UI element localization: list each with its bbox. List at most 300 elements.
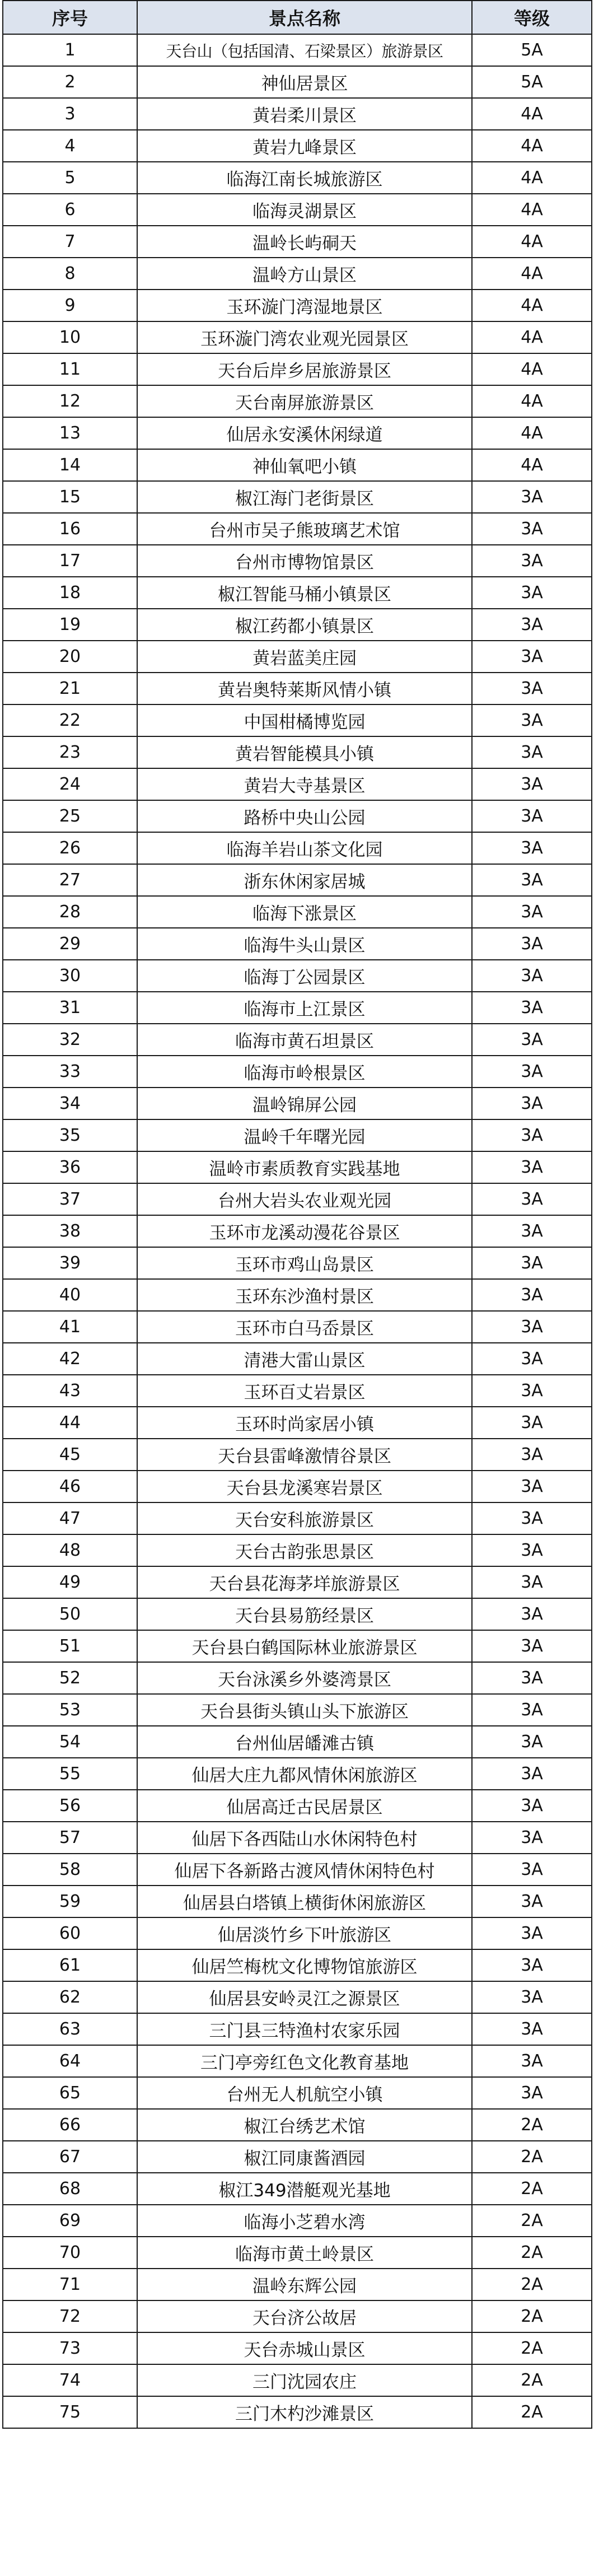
- grade-cell: 2A: [472, 2109, 592, 2141]
- attraction-name-cell: 椒江智能马桶小镇景区: [137, 577, 472, 609]
- row-number-cell: 19: [3, 609, 137, 641]
- grade-cell: 3A: [472, 2013, 592, 2045]
- attraction-name-cell: 仙居下各西陆山水休闲特色村: [137, 1822, 472, 1854]
- grade-cell: 3A: [472, 896, 592, 928]
- row-number-cell: 29: [3, 928, 137, 960]
- grade-cell: 3A: [472, 1694, 592, 1726]
- row-number-cell: 27: [3, 864, 137, 896]
- grade-cell: 3A: [472, 1343, 592, 1375]
- grade-cell: 3A: [472, 577, 592, 609]
- table-row: [3, 1694, 592, 1726]
- table-row: [3, 1279, 592, 1311]
- row-number-cell: 3: [3, 98, 137, 130]
- row-number-cell: 34: [3, 1088, 137, 1119]
- grade-cell: 2A: [472, 2141, 592, 2173]
- row-number-cell: 67: [3, 2141, 137, 2173]
- table-row: [3, 1024, 592, 1056]
- row-number-cell: 48: [3, 1534, 137, 1566]
- table-row: [3, 1726, 592, 1758]
- grade-cell: 3A: [472, 1630, 592, 1662]
- grade-cell: 2A: [472, 2173, 592, 2205]
- attraction-name-cell: 神仙居景区: [137, 66, 472, 98]
- row-number-cell: 10: [3, 321, 137, 353]
- row-number-cell: 36: [3, 1151, 137, 1183]
- attraction-name-cell: 三门亭旁红色文化教育基地: [137, 2045, 472, 2077]
- attractions-table-sheet: [2, 0, 591, 2429]
- grade-cell: 3A: [472, 1534, 592, 1566]
- table-row: [3, 2077, 592, 2109]
- grade-cell: 4A: [472, 321, 592, 353]
- row-number-cell: 43: [3, 1375, 137, 1407]
- table-row: [3, 2269, 592, 2300]
- attraction-name-cell: 仙居高迁古民居景区: [137, 1790, 472, 1822]
- row-number-cell: 68: [3, 2173, 137, 2205]
- row-number-cell: 42: [3, 1343, 137, 1375]
- grade-cell: 3A: [472, 928, 592, 960]
- grade-cell: 4A: [472, 130, 592, 162]
- attraction-name-cell: 临海羊岩山茶文化园: [137, 832, 472, 864]
- table-row: [3, 609, 592, 641]
- grade-cell: 3A: [472, 1119, 592, 1151]
- row-number-cell: 31: [3, 992, 137, 1024]
- grade-cell: 3A: [472, 2045, 592, 2077]
- row-number-cell: 59: [3, 1886, 137, 1917]
- grade-cell: 3A: [472, 800, 592, 832]
- attraction-name-cell: 天台县龙溪寒岩景区: [137, 1471, 472, 1502]
- grade-cell: 3A: [472, 1566, 592, 1598]
- attraction-name-cell: 临海小芝碧水湾: [137, 2205, 472, 2237]
- table-row: [3, 481, 592, 513]
- row-number-cell: 25: [3, 800, 137, 832]
- table-row: [3, 577, 592, 609]
- row-number-cell: 74: [3, 2364, 137, 2396]
- table-row: [3, 768, 592, 800]
- row-number-cell: 75: [3, 2396, 137, 2428]
- row-number-cell: 69: [3, 2205, 137, 2237]
- table-header-row: [3, 1, 592, 34]
- row-number-cell: 14: [3, 449, 137, 481]
- attraction-name-cell: 温岭方山景区: [137, 258, 472, 290]
- attraction-name-cell: 天台南屏旅游景区: [137, 385, 472, 417]
- grade-cell: 3A: [472, 1247, 592, 1279]
- attraction-name-cell: 临海市岭根景区: [137, 1056, 472, 1088]
- table-row: [3, 290, 592, 321]
- row-number-cell: 11: [3, 353, 137, 385]
- table-row: [3, 1854, 592, 1886]
- grade-cell: 3A: [472, 864, 592, 896]
- grade-cell: 3A: [472, 1279, 592, 1311]
- table-row: [3, 2396, 592, 2428]
- grade-cell: 4A: [472, 290, 592, 321]
- grade-cell: 3A: [472, 992, 592, 1024]
- table-row: [3, 736, 592, 768]
- attraction-name-cell: 黄岩九峰景区: [137, 130, 472, 162]
- table-row: [3, 1502, 592, 1534]
- grade-cell: 3A: [472, 1088, 592, 1119]
- grade-cell: 3A: [472, 1024, 592, 1056]
- grade-cell: 3A: [472, 704, 592, 736]
- attraction-name-cell: 玉环市白马岙景区: [137, 1311, 472, 1343]
- row-number-cell: 33: [3, 1056, 137, 1088]
- attraction-name-cell: 玉环时尚家居小镇: [137, 1407, 472, 1439]
- table-row: [3, 1183, 592, 1215]
- table-row: [3, 1439, 592, 1471]
- attraction-name-cell: 仙居大庄九都风情休闲旅游区: [137, 1758, 472, 1790]
- attraction-name-cell: 温岭长屿硐天: [137, 226, 472, 258]
- table-row: [3, 2205, 592, 2237]
- attraction-name-cell: 天台山（包括国清、石梁景区）旅游景区: [137, 34, 472, 66]
- row-number-cell: 45: [3, 1439, 137, 1471]
- row-number-cell: 35: [3, 1119, 137, 1151]
- table-row: [3, 545, 592, 577]
- table-row: [3, 1247, 592, 1279]
- grade-cell: 3A: [472, 609, 592, 641]
- grade-cell: 3A: [472, 1790, 592, 1822]
- row-number-cell: 26: [3, 832, 137, 864]
- row-number-cell: 18: [3, 577, 137, 609]
- attraction-name-cell: 台州市博物馆景区: [137, 545, 472, 577]
- table-row: [3, 1630, 592, 1662]
- table-body: [3, 34, 592, 2428]
- attraction-name-cell: 仙居县白塔镇上横街休闲旅游区: [137, 1886, 472, 1917]
- table-row: [3, 417, 592, 449]
- attraction-name-cell: 玉环市龙溪动漫花谷景区: [137, 1215, 472, 1247]
- grade-cell: 3A: [472, 641, 592, 673]
- attraction-name-cell: 天台县花海茅垟旅游景区: [137, 1566, 472, 1598]
- table-row: [3, 1119, 592, 1151]
- table-row: [3, 864, 592, 896]
- attraction-name-cell: 三门木杓沙滩景区: [137, 2396, 472, 2428]
- row-number-cell: 9: [3, 290, 137, 321]
- row-number-cell: 54: [3, 1726, 137, 1758]
- attraction-name-cell: 台州市吴子熊玻璃艺术馆: [137, 513, 472, 545]
- row-number-cell: 21: [3, 673, 137, 704]
- table-row: [3, 449, 592, 481]
- attraction-name-cell: 清港大雷山景区: [137, 1343, 472, 1375]
- table-row: [3, 226, 592, 258]
- attraction-name-cell: 仙居县安岭灵江之源景区: [137, 1981, 472, 2013]
- row-number-cell: 23: [3, 736, 137, 768]
- attraction-name-cell: 临海市黄石坦景区: [137, 1024, 472, 1056]
- attraction-name-cell: 玉环漩门湾湿地景区: [137, 290, 472, 321]
- grade-cell: 3A: [472, 1886, 592, 1917]
- table-row: [3, 832, 592, 864]
- grade-cell: 3A: [472, 1502, 592, 1534]
- row-number-cell: 62: [3, 1981, 137, 2013]
- grade-cell: 3A: [472, 481, 592, 513]
- row-number-cell: 65: [3, 2077, 137, 2109]
- grade-cell: 3A: [472, 545, 592, 577]
- attraction-name-cell: 玉环东沙渔村景区: [137, 1279, 472, 1311]
- attraction-name-cell: 台州仙居皤滩古镇: [137, 1726, 472, 1758]
- attraction-name-cell: 椒江海门老街景区: [137, 481, 472, 513]
- grade-cell: 5A: [472, 34, 592, 66]
- table-row: [3, 2045, 592, 2077]
- row-number-cell: 6: [3, 194, 137, 226]
- attraction-name-cell: 玉环漩门湾农业观光园景区: [137, 321, 472, 353]
- attraction-name-cell: 温岭市素质教育实践基地: [137, 1151, 472, 1183]
- table-row: [3, 800, 592, 832]
- row-number-cell: 12: [3, 385, 137, 417]
- table-row: [3, 1886, 592, 1917]
- row-number-cell: 37: [3, 1183, 137, 1215]
- attraction-name-cell: 仙居永安溪休闲绿道: [137, 417, 472, 449]
- row-number-cell: 63: [3, 2013, 137, 2045]
- attraction-name-cell: 玉环百丈岩景区: [137, 1375, 472, 1407]
- row-number-cell: 44: [3, 1407, 137, 1439]
- table-row: [3, 2364, 592, 2396]
- attraction-name-cell: 临海江南长城旅游区: [137, 162, 472, 194]
- grade-cell: 2A: [472, 2332, 592, 2364]
- row-number-cell: 60: [3, 1917, 137, 1949]
- grade-cell: 4A: [472, 449, 592, 481]
- table-row: [3, 704, 592, 736]
- table-row: [3, 641, 592, 673]
- table-row: [3, 1790, 592, 1822]
- table-row: [3, 928, 592, 960]
- attraction-name-cell: 三门沈园农庄: [137, 2364, 472, 2396]
- table-row: [3, 2300, 592, 2332]
- row-number-cell: 58: [3, 1854, 137, 1886]
- attraction-name-cell: 温岭东辉公园: [137, 2269, 472, 2300]
- table-row: [3, 2013, 592, 2045]
- row-number-cell: 7: [3, 226, 137, 258]
- table-row: [3, 960, 592, 992]
- grade-cell: 3A: [472, 1215, 592, 1247]
- table-row: [3, 2141, 592, 2173]
- grade-cell: 3A: [472, 1917, 592, 1949]
- attraction-name-cell: 三门县三特渔村农家乐园: [137, 2013, 472, 2045]
- grade-cell: 4A: [472, 194, 592, 226]
- grade-cell: 3A: [472, 1598, 592, 1630]
- table-row: [3, 34, 592, 66]
- attraction-name-cell: 临海牛头山景区: [137, 928, 472, 960]
- table-row: [3, 896, 592, 928]
- attraction-name-cell: 椒江台绣艺术馆: [137, 2109, 472, 2141]
- row-number-cell: 50: [3, 1598, 137, 1630]
- row-number-cell: 5: [3, 162, 137, 194]
- attraction-name-cell: 临海灵湖景区: [137, 194, 472, 226]
- attraction-name-cell: 椒江349潜艇观光基地: [137, 2173, 472, 2205]
- grade-cell: 4A: [472, 98, 592, 130]
- table-row: [3, 1917, 592, 1949]
- table-row: [3, 66, 592, 98]
- attraction-name-cell: 天台后岸乡居旅游景区: [137, 353, 472, 385]
- attraction-name-cell: 神仙氧吧小镇: [137, 449, 472, 481]
- grade-cell: 3A: [472, 832, 592, 864]
- attraction-name-cell: 仙居淡竹乡下叶旅游区: [137, 1917, 472, 1949]
- attraction-name-cell: 临海下涨景区: [137, 896, 472, 928]
- row-number-cell: 41: [3, 1311, 137, 1343]
- grade-cell: 2A: [472, 2237, 592, 2269]
- grade-cell: 2A: [472, 2269, 592, 2300]
- grade-cell: 3A: [472, 1854, 592, 1886]
- table-row: [3, 1056, 592, 1088]
- row-number-cell: 72: [3, 2300, 137, 2332]
- table-row: [3, 98, 592, 130]
- table-row: [3, 321, 592, 353]
- row-number-cell: 66: [3, 2109, 137, 2141]
- table-row: [3, 1981, 592, 2013]
- attraction-name-cell: 天台赤城山景区: [137, 2332, 472, 2364]
- grade-cell: 3A: [472, 1726, 592, 1758]
- row-number-cell: 53: [3, 1694, 137, 1726]
- grade-cell: 3A: [472, 1949, 592, 1981]
- row-number-cell: 38: [3, 1215, 137, 1247]
- table-header: [3, 1, 592, 34]
- attraction-name-cell: 临海市上江景区: [137, 992, 472, 1024]
- attraction-name-cell: 仙居竺梅枕文化博物馆旅游区: [137, 1949, 472, 1981]
- attraction-name-cell: 天台县易筋经景区: [137, 1598, 472, 1630]
- grade-cell: 4A: [472, 353, 592, 385]
- grade-cell: 3A: [472, 1981, 592, 2013]
- attraction-name-cell: 台州无人机航空小镇: [137, 2077, 472, 2109]
- grade-cell: 2A: [472, 2300, 592, 2332]
- row-number-cell: 61: [3, 1949, 137, 1981]
- table-row: [3, 1598, 592, 1630]
- row-number-cell: 24: [3, 768, 137, 800]
- grade-cell: 5A: [472, 66, 592, 98]
- attraction-name-cell: 温岭千年曙光园: [137, 1119, 472, 1151]
- grade-cell: 2A: [472, 2396, 592, 2428]
- grade-cell: 3A: [472, 960, 592, 992]
- row-number-cell: 64: [3, 2045, 137, 2077]
- row-number-cell: 51: [3, 1630, 137, 1662]
- grade-cell: 3A: [472, 1822, 592, 1854]
- grade-cell: 4A: [472, 226, 592, 258]
- table-row: [3, 258, 592, 290]
- attraction-name-cell: 黄岩智能模具小镇: [137, 736, 472, 768]
- column-header-name: 景点名称: [137, 1, 472, 34]
- row-number-cell: 56: [3, 1790, 137, 1822]
- attraction-name-cell: 椒江药都小镇景区: [137, 609, 472, 641]
- row-number-cell: 15: [3, 481, 137, 513]
- row-number-cell: 28: [3, 896, 137, 928]
- attraction-name-cell: 天台济公故居: [137, 2300, 472, 2332]
- grade-cell: 3A: [472, 1758, 592, 1790]
- attraction-name-cell: 天台安科旅游景区: [137, 1502, 472, 1534]
- grade-cell: 3A: [472, 1439, 592, 1471]
- attraction-name-cell: 黄岩柔川景区: [137, 98, 472, 130]
- grade-cell: 4A: [472, 385, 592, 417]
- row-number-cell: 1: [3, 34, 137, 66]
- table-row: [3, 353, 592, 385]
- table-row: [3, 992, 592, 1024]
- table-row: [3, 1215, 592, 1247]
- row-number-cell: 47: [3, 1502, 137, 1534]
- table-row: [3, 385, 592, 417]
- attractions-table: [2, 0, 592, 2429]
- table-row: [3, 1311, 592, 1343]
- attraction-name-cell: 中国柑橘博览园: [137, 704, 472, 736]
- grade-cell: 3A: [472, 1662, 592, 1694]
- grade-cell: 3A: [472, 673, 592, 704]
- table-row: [3, 1375, 592, 1407]
- attraction-name-cell: 黄岩大寺基景区: [137, 768, 472, 800]
- grade-cell: 4A: [472, 162, 592, 194]
- row-number-cell: 39: [3, 1247, 137, 1279]
- row-number-cell: 30: [3, 960, 137, 992]
- grade-cell: 3A: [472, 1375, 592, 1407]
- row-number-cell: 40: [3, 1279, 137, 1311]
- attraction-name-cell: 台州大岩头农业观光园: [137, 1183, 472, 1215]
- table-row: [3, 2173, 592, 2205]
- row-number-cell: 55: [3, 1758, 137, 1790]
- row-number-cell: 20: [3, 641, 137, 673]
- attraction-name-cell: 天台县雷峰激情谷景区: [137, 1439, 472, 1471]
- attraction-name-cell: 天台古韵张思景区: [137, 1534, 472, 1566]
- grade-cell: 3A: [472, 1151, 592, 1183]
- row-number-cell: 57: [3, 1822, 137, 1854]
- column-header-no: 序号: [3, 1, 137, 34]
- attraction-name-cell: 仙居下各新路古渡风情休闲特色村: [137, 1854, 472, 1886]
- table-row: [3, 2332, 592, 2364]
- grade-cell: 3A: [472, 1056, 592, 1088]
- table-row: [3, 1407, 592, 1439]
- attraction-name-cell: 临海市黄土岭景区: [137, 2237, 472, 2269]
- table-row: [3, 1949, 592, 1981]
- grade-cell: 3A: [472, 1311, 592, 1343]
- attraction-name-cell: 天台泳溪乡外婆湾景区: [137, 1662, 472, 1694]
- row-number-cell: 52: [3, 1662, 137, 1694]
- row-number-cell: 17: [3, 545, 137, 577]
- grade-cell: 3A: [472, 736, 592, 768]
- grade-cell: 4A: [472, 417, 592, 449]
- attraction-name-cell: 椒江同康酱酒园: [137, 2141, 472, 2173]
- grade-cell: 4A: [472, 258, 592, 290]
- table-row: [3, 1758, 592, 1790]
- grade-cell: 2A: [472, 2364, 592, 2396]
- grade-cell: 3A: [472, 1183, 592, 1215]
- grade-cell: 3A: [472, 1407, 592, 1439]
- grade-cell: 3A: [472, 1471, 592, 1502]
- row-number-cell: 49: [3, 1566, 137, 1598]
- grade-cell: 2A: [472, 2205, 592, 2237]
- row-number-cell: 70: [3, 2237, 137, 2269]
- attraction-name-cell: 温岭锦屏公园: [137, 1088, 472, 1119]
- column-header-grade: 等级: [472, 1, 592, 34]
- attraction-name-cell: 路桥中央山公园: [137, 800, 472, 832]
- attraction-name-cell: 临海丁公园景区: [137, 960, 472, 992]
- table-row: [3, 1343, 592, 1375]
- row-number-cell: 22: [3, 704, 137, 736]
- table-row: [3, 194, 592, 226]
- table-row: [3, 1822, 592, 1854]
- table-row: [3, 1662, 592, 1694]
- attraction-name-cell: 黄岩奥特莱斯风情小镇: [137, 673, 472, 704]
- attraction-name-cell: 天台县街头镇山头下旅游区: [137, 1694, 472, 1726]
- table-row: [3, 162, 592, 194]
- table-row: [3, 1088, 592, 1119]
- attraction-name-cell: 浙东休闲家居城: [137, 864, 472, 896]
- row-number-cell: 73: [3, 2332, 137, 2364]
- grade-cell: 3A: [472, 2077, 592, 2109]
- row-number-cell: 46: [3, 1471, 137, 1502]
- table-row: [3, 1534, 592, 1566]
- row-number-cell: 2: [3, 66, 137, 98]
- table-row: [3, 1471, 592, 1502]
- table-row: [3, 673, 592, 704]
- table-row: [3, 513, 592, 545]
- grade-cell: 3A: [472, 768, 592, 800]
- row-number-cell: 16: [3, 513, 137, 545]
- row-number-cell: 4: [3, 130, 137, 162]
- row-number-cell: 71: [3, 2269, 137, 2300]
- attraction-name-cell: 玉环市鸡山岛景区: [137, 1247, 472, 1279]
- table-row: [3, 1566, 592, 1598]
- attraction-name-cell: 天台县白鹤国际林业旅游景区: [137, 1630, 472, 1662]
- table-row: [3, 1151, 592, 1183]
